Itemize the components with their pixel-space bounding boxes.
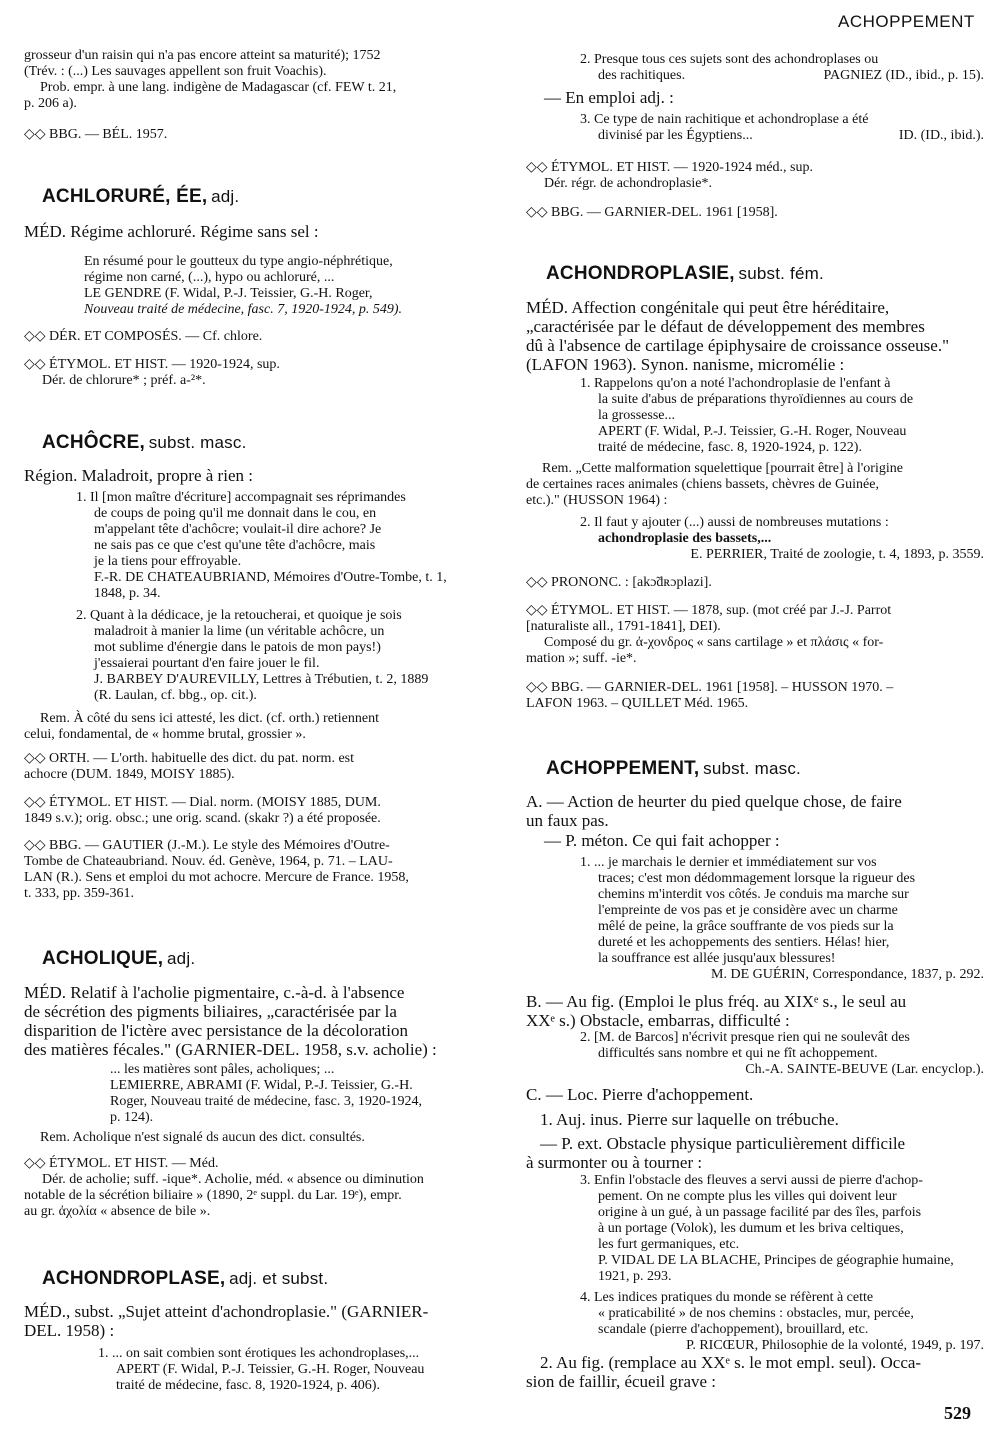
example-3: 3. Ce type de nain rachitique et achondroplase a été divinisé par les Égyptiens... ID. (ID., ibid.). xyxy=(580,112,984,143)
sense-c-2: 2. Au fig. (remplace au XXᵉ s. le mot empl. seul). Occa- sion de faillir, écueil grave : xyxy=(526,1353,922,1391)
entry-achlorure xyxy=(42,188,239,207)
entry-achondroplasie xyxy=(546,265,824,284)
continuation-text: grosseur d'un raisin qui n'a pas encore atteint sa maturité); 1752 (Trév. : (...) Les sauvages appellent son fruit Voachis). Prob. empr. à une lang. indigène de Madagascar (cf. FEW t. 21, p. 206 a). xyxy=(24,48,397,111)
entry-achocre xyxy=(42,434,247,453)
etymology-note: ◇◇ ÉTYMOL. ET HIST. — 1878, sup. (mot créé par J.-J. Parrot [naturaliste all., 1791-1841], DEI). Composé du gr. ἀ-χονδρος « sans cartilage » et πλάσις « for- mation »; suff. -ie*. xyxy=(526,603,892,666)
example-3: 3. Enfin l'obstacle des fleuves a servi aussi de pierre d'achop- pement. On ne compte plus les villes qui doivent leur origine à un gué, à un passage facilité par des îles, parfois à un portage (Volok), les dumum et les briva celtiques, les furt germaniques, etc. P. VIDAL DE LA BLACHE, Principes de géographie humaine, 1921, p. 293. xyxy=(580,1173,954,1284)
etymology-note: ◇◇ ÉTYMOL. ET HIST. — 1920-1924, sup. Dér. de chlorure* ; préf. a-²*. xyxy=(24,357,280,388)
etymology-note: ◇◇ ÉTYMOL. ET HIST. — Méd. Dér. de acholie; suff. -ique*. Acholie, méd. « absence ou diminution notable de la sécrétion biliaire » (1890, 2ᵉ suppl. du Lar. 19ᵉ), empr. au gr. ἀχολία « absence de bile ». xyxy=(24,1156,424,1219)
bbg-note: ◇◇ BBG. — GARNIER-DEL. 1961 [1958]. – HUSSON 1970. – LAFON 1963. – QUILLET Méd. 1965. xyxy=(526,680,894,711)
headword: ACHOLIQUE, xyxy=(42,948,164,969)
example-2: 2. Quant à la dédicace, je la retoucherai, et quoique je sois maladroit à manier la lime (un véritable achôcre, un mot sublime d'énergie dans le patois de mon pays!) j'essaierai pourtant d'en faire jouer le fil. J. BARBEY D'AUREVILLY, Lettres à Trébutien, t. 2, 1889 (R. Laulan, cf. bbg., op. cit.). xyxy=(76,608,429,703)
part-of-speech: subst. fém. xyxy=(738,264,824,283)
sense-a: A. — Action de heurter du pied quelque chose, de faire un faux pas. xyxy=(526,792,902,830)
orthography-note: ◇◇ ORTH. — L'orth. habituelle des dict. du pat. norm. est achocre (DUM. 1849, MOISY 1885). xyxy=(24,751,354,782)
example-1: 1. Il [mon maître d'écriture] accompagnait ses réprimandes de coups de poing qu'il me donnait dans le cou, en m'appelant tête d'achôcre; voulait-il dire achore? Je ne sais pas ce que c'est qu'une tête d'achôcre, mais je la tiens pour effroyable. F.-R. DE CHATEAUBRIAND, Mémoires d'Outre-Tombe, t. 1, 1848, p. 34. xyxy=(76,490,447,601)
example-2: 2. Il faut y ajouter (...) aussi de nombreuses mutations : achondroplasie des bassets,... E. PERRIER, Traité de zoologie, t. 4, 1893, p. 3559. xyxy=(580,515,984,562)
sense-c-ext: — P. ext. Obstacle physique particulièrement difficile à surmonter ou à tourner : xyxy=(526,1134,906,1172)
citation: ... les matières sont pâles, acholiques; ... LEMIERRE, ABRAMI (F. Widal, P.-J. Teissier, G.-H. Roger, Nouveau traité de médecine, fasc. 3, 1920-1924, p. 124). xyxy=(110,1062,422,1125)
sense-c-1: 1. Auj. inus. Pierre sur laquelle on trébuche. xyxy=(540,1110,839,1129)
example-4: 4. Les indices pratiques du monde se réfèrent à cette « praticabilité » de nos chemins : obstacles, mur, percée, scandale (pierre d'achoppement), brouillard, etc. P. RICŒUR, Philosophie de la volonté, 1949, p. 197. xyxy=(580,1290,984,1353)
bbg-note: ◇◇ BBG. — BÉL. 1957. xyxy=(24,127,168,142)
bbg-note: ◇◇ BBG. — GAUTIER (J.-M.). Le style des Mémoires d'Outre- Tombe de Chateaubriand. Nouv. éd. Genève, 1964, p. 71. – LAU- LAN (R.). Sens et emploi du mot achocre. Mercure de France. 1958, t. 333, pp. 359-361. xyxy=(24,838,409,901)
example-2: 2. [M. de Barcos] n'écrivit presque rien qui ne soulevât des difficultés sans nombre et qui ne fît achoppement. Ch.-A. SAINTE-BEUVE (Lar. encyclop.). xyxy=(580,1030,984,1077)
sense-c: C. — Loc. Pierre d'achoppement. xyxy=(526,1085,754,1104)
definition: MÉD., subst. „Sujet atteint d'achondroplasie." (GARNIER- DEL. 1958) : xyxy=(24,1302,429,1340)
headword: ACHONDROPLASIE, xyxy=(546,263,735,284)
bbg-note: ◇◇ BBG. — GARNIER-DEL. 1961 [1958]. xyxy=(526,205,778,220)
column-gutter xyxy=(515,40,516,1420)
entry-achondroplase xyxy=(42,1270,328,1289)
headword: ACHÔCRE, xyxy=(42,432,145,453)
pronunciation-note: ◇◇ PRONONC. : [akɔ̃dʀɔplazi]. xyxy=(526,575,712,590)
example-1: 1. Rappelons qu'on a noté l'achondroplasie de l'enfant à la suite d'abus de préparations thyroïdiennes au cours de la grossesse... APERT (F. Widal, P.-J. Teissier, G.-H. Roger, Nouveau traité de médecine, fasc. 8, 1920-1924, p. 122). xyxy=(580,376,914,455)
usage-label: — En emploi adj. : xyxy=(544,88,674,107)
definition: Région. Maladroit, propre à rien : xyxy=(24,466,253,485)
part-of-speech: adj. xyxy=(211,187,240,206)
headword: ACHLORURÉ, ÉE, xyxy=(42,186,208,207)
entry-acholique xyxy=(42,950,195,969)
sense-a-meton: — P. méton. Ce qui fait achopper : xyxy=(544,831,780,850)
definition: MÉD. Relatif à l'acholie pigmentaire, c.-à-d. à l'absence de sécrétion des pigments biliaires, „caractérisée par la disparition de l'ictère avec persistance de la décoloration des matières fécales." (GARNIER-DEL. 1958, s.v. acholie) : xyxy=(24,983,437,1059)
example-1: 1. ... je marchais le dernier et immédiatement sur vos traces; c'est mon dédommagement lorsque la rigueur des chemins m'interdit vos côtés. Je conduis ma marche sur l'empreinte de vos pas et je considère avec un charme mêlé de peine, la grâce souffrante de vos pieds sur la dureté et les achoppements des sentiers. Hélas! hier, la souffrance est allée jusqu'aux blessures! M. DE GUÉRIN, Correspondance, 1837, p. 292. xyxy=(580,855,984,982)
headword: ACHOPPEMENT, xyxy=(546,758,700,779)
part-of-speech: subst. masc. xyxy=(148,433,247,452)
derives-note: ◇◇ DÉR. ET COMPOSÉS. — Cf. chlore. xyxy=(24,329,263,344)
remark: Rem. Acholique n'est signalé ds aucun des dict. consultés. xyxy=(40,1130,365,1145)
running-title: ACHOPPEMENT xyxy=(838,12,975,31)
page-number: 529 xyxy=(944,1403,971,1423)
sense-b: B. — Au fig. (Emploi le plus fréq. au XIXᵉ s., le seul au XXᵉ s.) Obstacle, embarras, difficulté : xyxy=(526,992,907,1030)
etymology-note: ◇◇ ÉTYMOL. ET HIST. — 1920-1924 méd., sup. Dér. régr. de achondroplasie*. xyxy=(526,160,813,191)
example-1: 1. ... on sait combien sont érotiques les achondroplases,... APERT (F. Widal, P.-J. Teissier, G.-H. Roger, Nouveau traité de médecine, fasc. 8, 1920-1924, p. 406). xyxy=(98,1346,425,1393)
definition: MÉD. Affection congénitale qui peut être héréditaire, „caractérisée par le défaut de développement des membres dû à l'absence de cartilage épiphysaire de croissance osseuse." (LAFON 1963). Synon. nanisme, micromélie : xyxy=(526,298,950,374)
part-of-speech: subst. masc. xyxy=(703,759,801,778)
remark: Rem. À côté du sens ici attesté, les dict. (cf. orth.) retiennent celui, fondamental, de « homme brutal, grossier ». xyxy=(24,711,380,742)
headword: ACHONDROPLASE, xyxy=(42,1268,226,1289)
part-of-speech: adj. et subst. xyxy=(229,1269,329,1288)
remark: Rem. „Cette malformation squelettique [pourrait être] à l'origine de certaines races animales (chiens bassets, chèvres de Guinée, etc.)." (HUSSON 1964) : xyxy=(526,461,903,508)
entry-achoppement xyxy=(546,760,801,779)
part-of-speech: adj. xyxy=(167,949,196,968)
etymology-note: ◇◇ ÉTYMOL. ET HIST. — Dial. norm. (MOISY 1885, DUM. 1849 s.v.); orig. obsc.; une orig. scand. (skakr ?) a été proposée. xyxy=(24,795,381,826)
citation: En résumé pour le goutteux du type angio-néphrétique, régime non carné, (...), hypo ou achloruré, ... LE GENDRE (F. Widal, P.-J. Teissier, G.-H. Roger, Nouveau traité de médecine, fasc. 7, 1920-1924, p. 549). xyxy=(84,254,403,317)
definition: MÉD. Régime achloruré. Régime sans sel : xyxy=(24,222,319,241)
example-2: 2. Presque tous ces sujets sont des achondroplases ou des rachitiques. PAGNIEZ (ID., ibid., p. 15). xyxy=(580,52,984,83)
